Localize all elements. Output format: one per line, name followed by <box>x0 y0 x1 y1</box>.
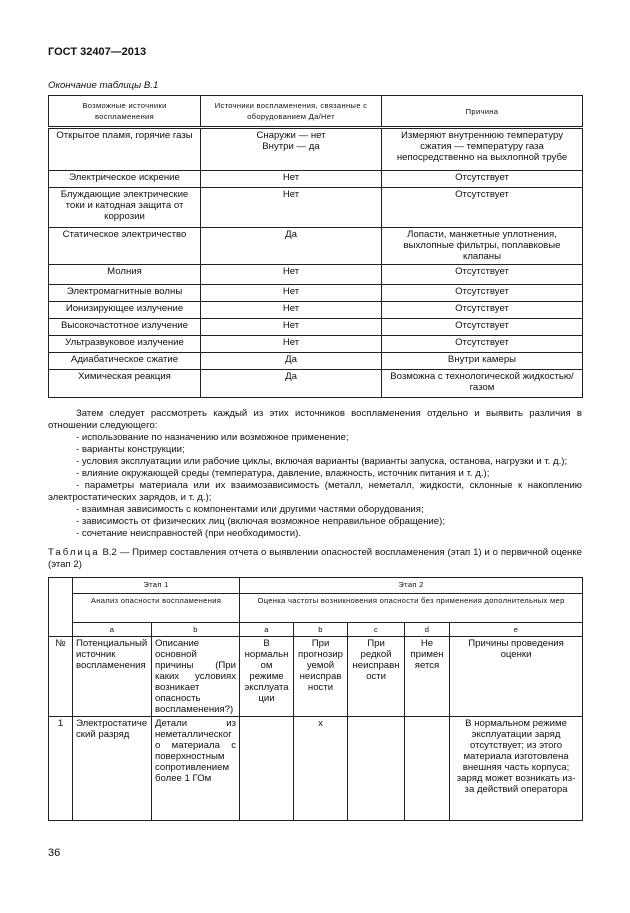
table1-caption: Окончание таблицы В.1 <box>48 80 159 91</box>
table-cell: Открытое пламя, горячие газы <box>49 128 201 171</box>
column-header: В нормальном режиме эксплуатации <box>240 637 294 717</box>
table-cell: Электростатический разряд <box>73 717 152 821</box>
list-item: - зависимость от физических лиц (включая возможное неправильное обращение); <box>76 516 445 527</box>
table-cell: Да <box>201 228 382 265</box>
table-cell: Молния <box>49 265 201 285</box>
table-cell: Химическая реакция <box>49 370 201 398</box>
list-item: - условия эксплуатации или рабочие циклы, включая варианты (варианты запуска, останова, нагрузки и т. д.); <box>76 456 568 467</box>
table-cell: Внутри камеры <box>382 353 583 370</box>
column-header: Источники воспламенения, связанные с оборудованием Да/Нет <box>201 96 382 128</box>
list-item: - взаимная зависимость с компонентами или другими частями оборудования; <box>76 504 424 515</box>
column-letter: b <box>152 623 240 637</box>
table-row <box>49 188 583 228</box>
page-number: 36 <box>48 847 61 859</box>
table-cell: Да <box>201 370 382 398</box>
list-item: - варианты конструкции; <box>76 444 185 455</box>
table-row <box>49 128 583 171</box>
table-cell: Блуждающие электрические токи и катодная защита от коррозии <box>49 188 201 228</box>
table-row <box>49 302 583 319</box>
column-header: № <box>49 637 73 717</box>
table-row <box>49 717 583 821</box>
table-row <box>49 171 583 188</box>
table-cell: Отсутствует <box>382 319 583 336</box>
column-header: Причины проведения оценки <box>450 637 583 717</box>
table-b2 <box>48 577 583 821</box>
table-cell: Электромагнитные волны <box>49 285 201 302</box>
table-row <box>49 336 583 353</box>
table-cell: Снаружи — нет Внутри — да <box>201 128 382 171</box>
table-row <box>49 353 583 370</box>
stage2-header: Этап 2 <box>240 578 583 594</box>
table-b1 <box>48 95 583 398</box>
table-row <box>49 265 583 285</box>
table-cell: Нет <box>201 285 382 302</box>
table-row <box>49 285 583 302</box>
column-header: При прогнозируемой неисправности <box>294 637 348 717</box>
table-row <box>49 370 583 398</box>
table-cell <box>405 717 450 821</box>
intro-paragraph: Затем следует рассмотреть каждый из этих источников воспламенения отдельно и выявить различия в отношении следующего: <box>48 408 582 431</box>
column-letter: e <box>450 623 583 637</box>
column-header: Не применяется <box>405 637 450 717</box>
table2-caption <box>48 547 582 571</box>
table-cell: Отсутствует <box>382 265 583 285</box>
table-cell: Нет <box>201 319 382 336</box>
column-letter: c <box>348 623 405 637</box>
table-cell <box>240 717 294 821</box>
table-cell: Ультразвуковое излучение <box>49 336 201 353</box>
table-cell: Электрическое искрение <box>49 171 201 188</box>
table-cell: Нет <box>201 265 382 285</box>
list-item: - параметры материала или их взаимозависимость (металл, неметалл, жидкости, склонные к накоплению электростатических зарядов, и т. д.); <box>48 480 582 503</box>
table-cell: Возможна с технологической жидкостью/газом <box>382 370 583 398</box>
table-row <box>49 319 583 336</box>
column-header: Потенциальный источник воспламенения <box>73 637 152 717</box>
table-cell: Отсутствует <box>382 302 583 319</box>
table-cell: Адиабатическое сжатие <box>49 353 201 370</box>
table-cell: Статическое электричество <box>49 228 201 265</box>
table-cell: Отсутствует <box>382 336 583 353</box>
stage1-header: Этап 1 <box>73 578 240 594</box>
table-cell: Лопасти, манжетные уплотнения, выхлопные фильтры, поплавковые клапаны <box>382 228 583 265</box>
column-letter: a <box>240 623 294 637</box>
table-cell: В нормальном режиме эксплуатации заряд отсутствует; из этого материала изготовлена внешняя часть корпуса; заряд может возникать из-за действий оператора <box>450 717 583 821</box>
table-cell: Отсутствует <box>382 285 583 302</box>
list-item: - использование по назначению или возможное применение; <box>76 432 349 443</box>
body-text <box>48 408 582 540</box>
table-cell: Ионизирующее излучение <box>49 302 201 319</box>
table-cell: x <box>294 717 348 821</box>
blank-cell <box>49 578 73 637</box>
table-cell: Нет <box>201 188 382 228</box>
table-cell: Да <box>201 353 382 370</box>
table2-caption-label: Таблица <box>48 547 100 558</box>
column-header: Описание основной причины (При каких условиях возникает опасность воспламенения?) <box>152 637 240 717</box>
column-header: Возможные источники воспламенения <box>49 96 201 128</box>
column-letter: d <box>405 623 450 637</box>
list-item: - сочетание неисправностей (при необходимости). <box>76 528 302 539</box>
table-cell: Нет <box>201 171 382 188</box>
table-cell: 1 <box>49 717 73 821</box>
table-cell <box>348 717 405 821</box>
table-cell: Детали из неметаллического материала с поверхностным сопротивлением более 1 ГОм <box>152 717 240 821</box>
list-item: - влияние окружающей среды (температура, давление, влажность, источник питания и т. д.); <box>76 468 490 479</box>
table-cell: Отсутствует <box>382 188 583 228</box>
table-cell: Высокочастотное излучение <box>49 319 201 336</box>
stage1-desc: Анализ опасности воспламенения <box>73 594 240 623</box>
column-letter: b <box>294 623 348 637</box>
column-header: При редкой неисправности <box>348 637 405 717</box>
table2-caption-text: В.2 — Пример составления отчета о выявлении опасностей воспламенения (этап 1) и о первичной оценке (этап 2) <box>48 547 583 570</box>
table-cell: Отсутствует <box>382 171 583 188</box>
table-cell: Нет <box>201 336 382 353</box>
table-row <box>49 228 583 265</box>
column-letter: a <box>73 623 152 637</box>
table-cell: Нет <box>201 302 382 319</box>
stage2-desc: Оценка частоты возникновения опасности без применения дополнительных мер <box>240 594 583 623</box>
column-header: Причина <box>382 96 583 128</box>
table-cell: Измеряют внутреннюю температуру сжатия — температуру газа непосредственно на выхлопной трубе <box>382 128 583 171</box>
document-header: ГОСТ 32407—2013 <box>48 46 147 58</box>
